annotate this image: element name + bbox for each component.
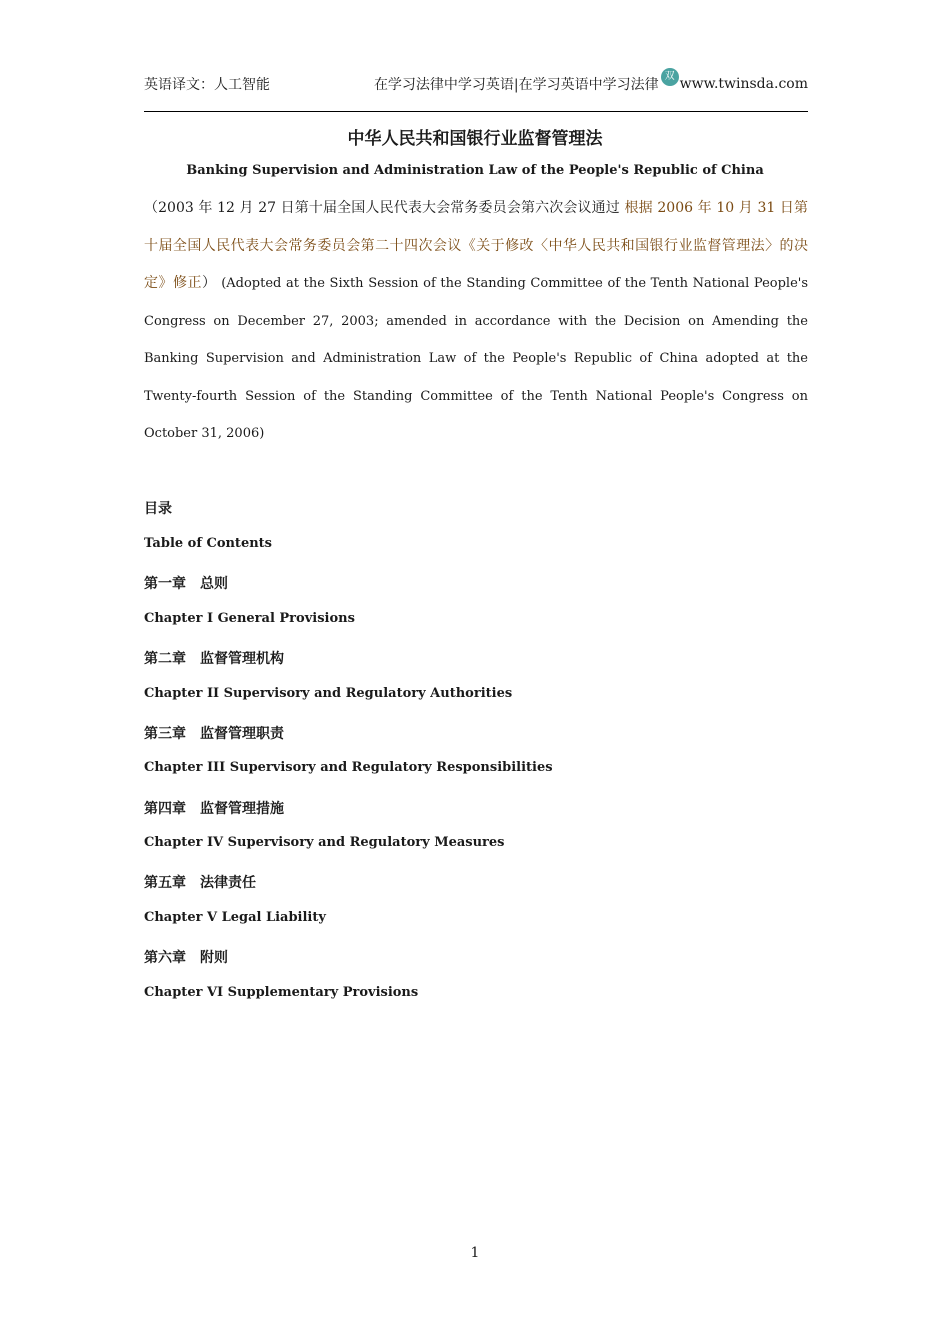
toc-chapter-4-en[interactable]: Chapter IV Supervisory and Regulatory Measures <box>144 835 505 850</box>
header-slogan-area <box>373 71 808 94</box>
toc-chapter-5-zh[interactable]: 第五章 法律责任 <box>144 875 256 891</box>
header-category: 英语译文：人工智能 <box>144 77 270 93</box>
toc-chapter-4-zh[interactable]: 第四章 监督管理措施 <box>144 801 284 817</box>
toc-chapter-2-en[interactable]: Chapter II Supervisory and Regulatory Authorities <box>144 686 513 701</box>
adoption-note <box>144 190 808 453</box>
twinsda-logo-icon: 双 <box>661 68 679 86</box>
adoption-note-zh-close: ） <box>202 275 217 291</box>
toc-chapter-6-en[interactable]: Chapter VI Supplementary Provisions <box>144 985 419 1000</box>
toc-chapter-5-en[interactable]: Chapter V Legal Liability <box>144 910 326 925</box>
page-header <box>144 66 808 96</box>
header-slogan: 在学习法律中学习英语|在学习英语中学习法律 <box>373 77 659 93</box>
toc-chapter-1-zh[interactable]: 第一章 总则 <box>144 576 228 592</box>
toc-heading-en: Table of Contents <box>144 536 272 551</box>
document-title-zh: 中华人民共和国银行业监督管理法 <box>347 129 603 149</box>
toc-chapter-1-en[interactable]: Chapter I General Provisions <box>144 611 355 626</box>
toc-chapter-6-zh[interactable]: 第六章 附则 <box>144 950 228 966</box>
toc-heading-zh: 目录 <box>144 501 172 517</box>
toc-chapter-2-zh[interactable]: 第二章 监督管理机构 <box>144 651 284 667</box>
toc-chapter-3-en[interactable]: Chapter III Supervisory and Regulatory Responsibilities <box>144 760 553 775</box>
header-site-link[interactable]: www.twinsda.com <box>679 76 808 92</box>
header-divider <box>144 111 808 112</box>
amendment-note-zh: 根据 2006 年 10 月 31 日第十届全国人民代表大会常务委员会第二十四次会议《关于修改〈中华人民共和国银行业监督管理法〉的决定》修正 <box>144 200 808 291</box>
toc-chapter-3-zh[interactable]: 第三章 监督管理职责 <box>144 726 284 742</box>
document-title-en: Banking Supervision and Administration Law of the People's Republic of China <box>186 163 764 178</box>
page-number: 1 <box>470 1245 480 1261</box>
adoption-note-en: (Adopted at the Sixth Session of the Standing Committee of the Tenth National People's Congress on December 27, 2003; amended in accordance with the Decision on Amending the Banking Supervision and Administration Law of the People's Republic of China adopted at the Twenty-fourth Session of the Standing Committee of the Tenth National People's Congress on October 31, 2006) <box>144 276 809 441</box>
adoption-note-zh: （2003 年 12 月 27 日第十届全国人民代表大会常务委员会第六次会议通过 <box>144 200 625 216</box>
